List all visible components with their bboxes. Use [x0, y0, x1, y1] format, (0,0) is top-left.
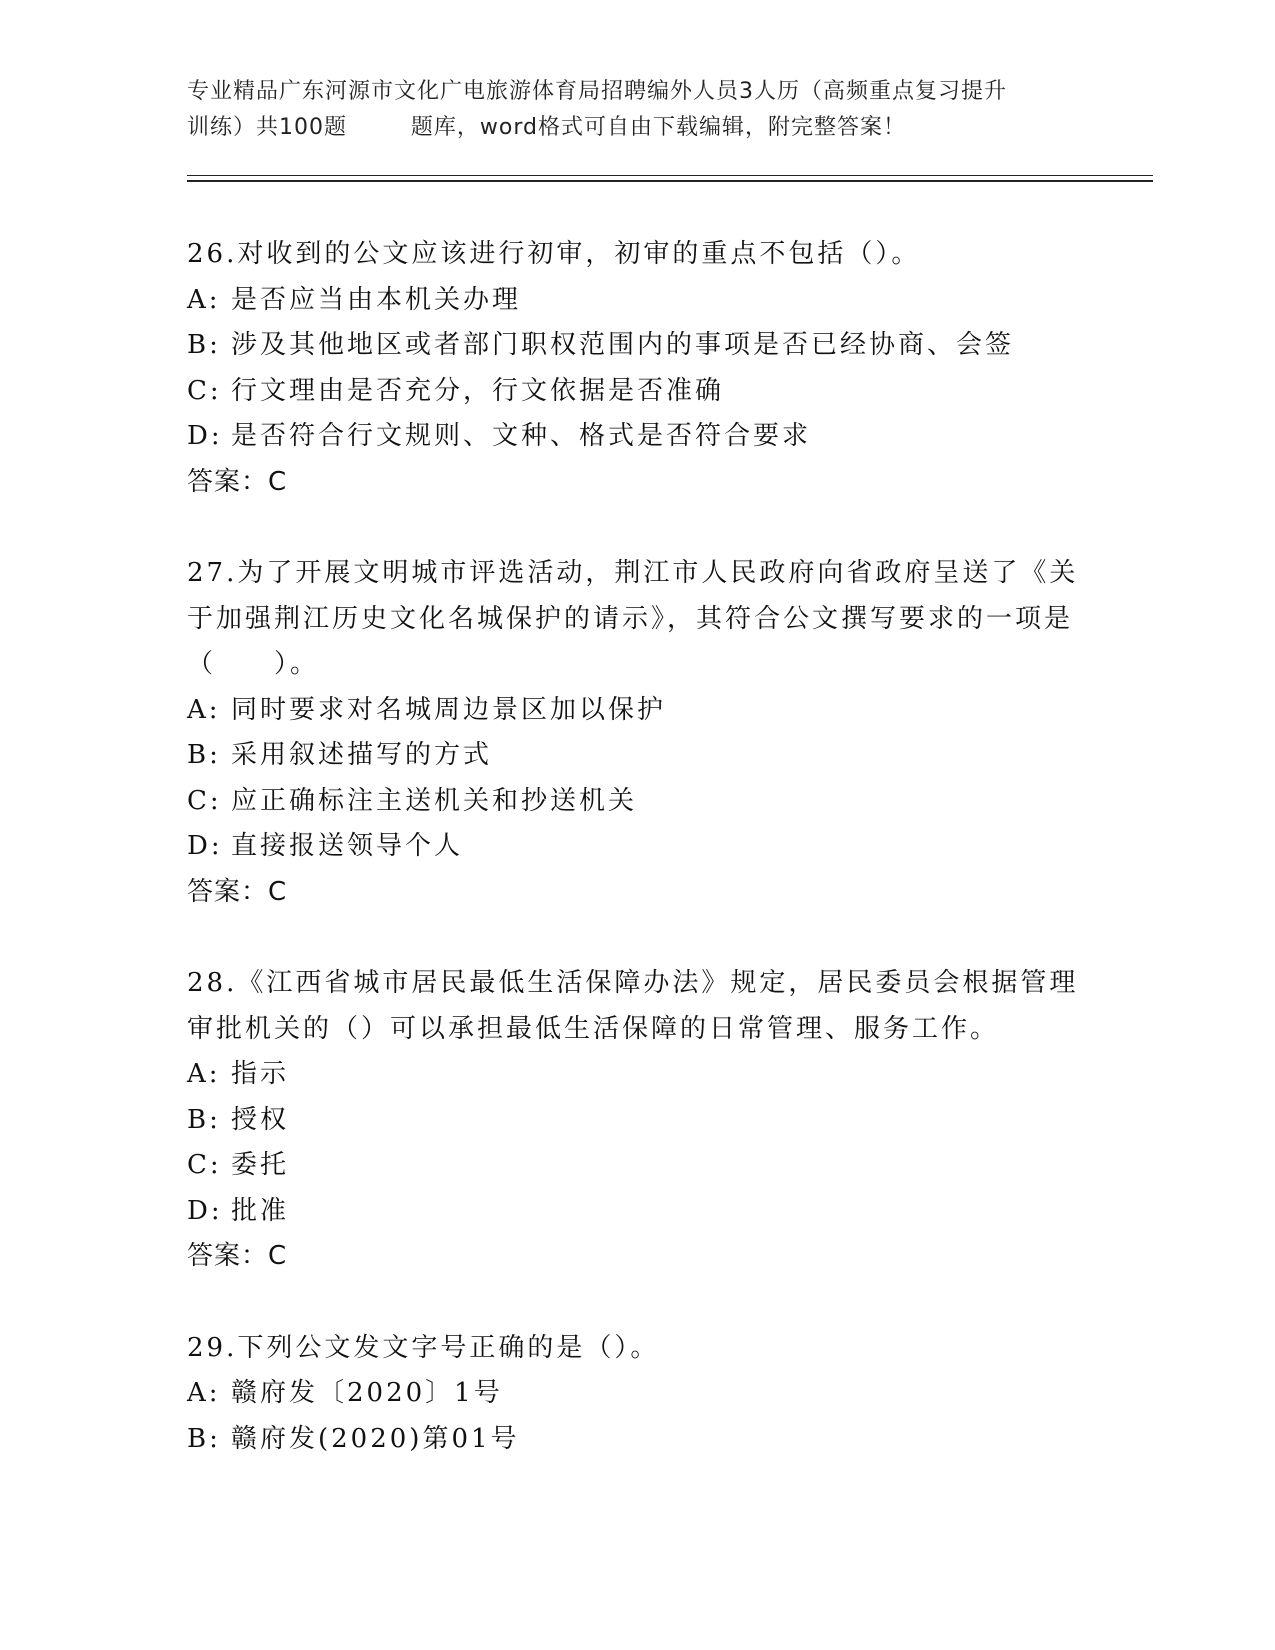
option-b: [187, 1098, 1087, 1144]
answer-line: 答案：C: [187, 876, 288, 907]
option-d: [187, 824, 1087, 870]
option-letter: A:: [187, 1059, 221, 1089]
option-letter: B:: [187, 330, 221, 360]
option-text: 直接报送领导个人: [231, 831, 464, 861]
option-letter: D:: [187, 421, 223, 451]
option-d: [187, 1189, 1087, 1235]
option-b: [187, 1417, 1087, 1463]
option-letter: C:: [187, 1150, 222, 1180]
option-text: 赣府发(2020)第01号: [231, 1423, 520, 1454]
option-letter: A:: [187, 1378, 221, 1408]
option-b: [187, 733, 1087, 779]
option-a: [187, 278, 1087, 324]
question-stem: 27.为了开展文明城市评选活动，荆江市人民政府向省政府呈送了《关于加强荆江历史文化名城保护的请示》，其符合公文撰写要求的一项是（ ）。: [187, 558, 1079, 679]
option-text: 授权: [231, 1104, 290, 1135]
question-28: [187, 961, 1087, 1280]
option-text: 是否符合行文规则、文种、格式是否符合要求: [231, 421, 812, 451]
option-letter: B:: [187, 1423, 221, 1454]
option-c: [187, 369, 1087, 415]
question-27: [187, 551, 1087, 915]
option-c: [187, 1143, 1087, 1189]
option-letter: A:: [187, 284, 221, 315]
header-title-line-1: 专业精品广东河源市文化广电旅游体育局招聘编外人员3人历（高频重点复习提升: [187, 79, 1007, 104]
option-letter: D:: [187, 831, 223, 861]
option-letter: C:: [187, 375, 222, 406]
answer-line: 答案：C: [187, 1241, 288, 1271]
answer-line: 答案：C: [187, 466, 288, 497]
option-c: [187, 779, 1087, 825]
document-header: [187, 74, 1087, 146]
option-letter: C:: [187, 785, 222, 816]
question-26: [187, 232, 1087, 505]
question-list: [187, 232, 1087, 1508]
header-title-line-2: 训练）共100题 题库，word格式可自由下载编辑，附完整答案！: [187, 115, 907, 140]
option-text: 是否应当由本机关办理: [231, 284, 522, 315]
option-text: 委托: [231, 1150, 290, 1180]
question-29: [187, 1326, 1087, 1463]
header-divider-thin: [187, 175, 1153, 176]
option-text: 批准: [231, 1195, 290, 1226]
option-d: [187, 414, 1087, 460]
option-letter: A:: [187, 694, 221, 725]
question-stem: 29.下列公文发文字号正确的是（）。: [187, 1332, 660, 1363]
question-stem: 28.《江西省城市居民最低生活保障办法》规定，居民委员会根据管理审批机关的（）可以承担最低生活保障的日常管理、服务工作。: [187, 968, 1079, 1044]
option-text: 指示: [231, 1059, 290, 1089]
option-a: [187, 1371, 1087, 1417]
header-divider-thick: [187, 180, 1153, 182]
option-text: 赣府发〔2020〕1号: [231, 1378, 503, 1408]
question-stem: 26.对收到的公文应该进行初审，初审的重点不包括（）。: [187, 239, 921, 269]
option-letter: B:: [187, 1104, 221, 1135]
option-a: [187, 688, 1087, 734]
option-text: 同时要求对名城周边景区加以保护: [231, 694, 667, 725]
option-text: 应正确标注主送机关和抄送机关: [231, 785, 638, 816]
option-b: [187, 323, 1087, 369]
option-a: [187, 1052, 1087, 1098]
option-letter: D:: [187, 1195, 223, 1226]
option-text: 采用叙述描写的方式: [231, 740, 493, 770]
option-text: 行文理由是否充分，行文依据是否准确: [231, 375, 725, 406]
option-letter: B:: [187, 740, 221, 770]
option-text: 涉及其他地区或者部门职权范围内的事项是否已经协商、会签: [231, 330, 1015, 360]
